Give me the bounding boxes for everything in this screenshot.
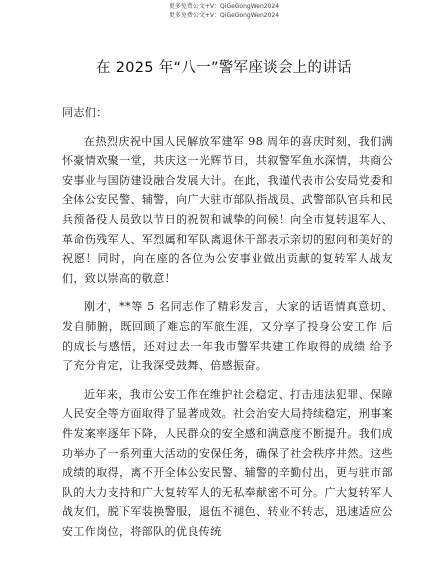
salutation: 同志们： bbox=[62, 106, 108, 119]
header-promo-line-1: 更多免费公文+V：QiGeGongWen2024 bbox=[168, 3, 280, 10]
paragraph-1: 在热烈庆祝中国人民解放军建军 98 周年的喜庆时刻，我们满怀豪情欢聚一堂，共庆这一光辉节日，共叙警军鱼水深情，共商公安事业与国防建设融合发展大计。在此，我谨代表市公安局党委和全体公安民警、辅警，向广大驻市部队指战员、武警部队官兵和民兵预备役人员致以节日的祝贺和诚挚的问候！向全市复转退军人、革命伤残军人、军烈属和军队离退休干部表示亲切的慰问和美好的祝愿！同时，向在座的各位为公安事业做出贡献的复转军人战友们，致以崇高的敬意！ bbox=[62, 134, 393, 285]
header-promo-line-2: 更多免费公文+V：QiGeGongWen2024 bbox=[168, 12, 280, 19]
paragraph-3: 近年来，我市公安工作在维护社会稳定、打击违法犯罪、保障人民安全等方面取得了显著成效。社会治安大局持续稳定，刑事案件发案率逐年下降，人民群众的安全感和满意度不断提升。我们成功举办了一系列重大活动的安保任务，确保了社会秩序井然。这些成绩的取得，离不开全体公安民警、辅警的辛勤付出，更与驻市部队的大力支持和广大复转军人的无私奉献密不可分。广大复转军人战友们，脱下军装换警服，退伍不褪色、转业不转志，迅速适应公安工作岗位，将部队的优良传统 bbox=[62, 387, 393, 538]
paragraph-2: 刚才，**等 5 名同志作了精彩发言，大家的话语情真意切、 发自肺腑，既回顾了难忘的军旅生涯，又分享了投身公安工作 后的成长与感悟，还对过去一年我市警军共建工作取得的成绩 给予了充分肯定，让我深受鼓舞、倍感振奋。 bbox=[62, 300, 393, 373]
document-body bbox=[62, 103, 393, 541]
page-header bbox=[0, 2, 448, 20]
document-title: 在 2025 年“八一”警军座谈会上的讲话 bbox=[96, 60, 352, 76]
